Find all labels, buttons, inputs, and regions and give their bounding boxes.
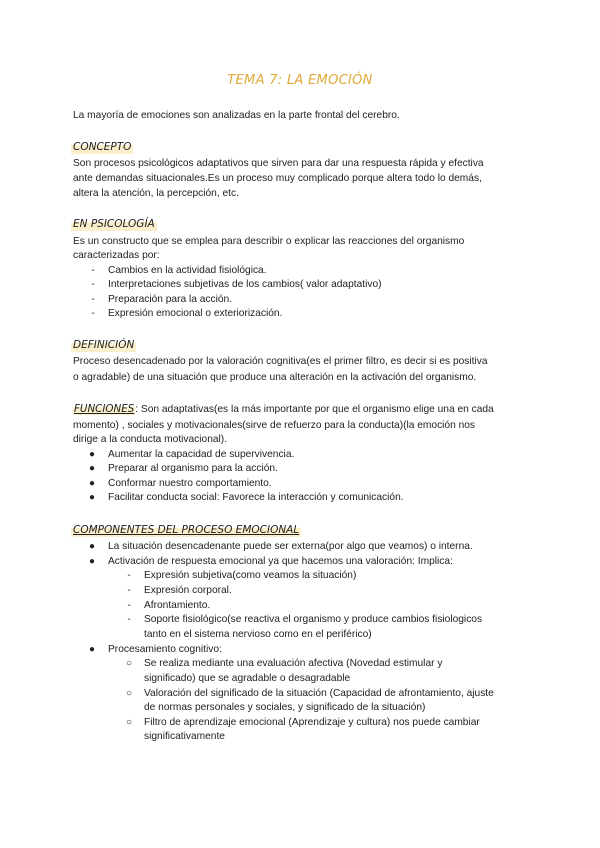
funciones-line: dirige a la conducta motivacional). xyxy=(73,434,228,445)
componentes-item: Procesamiento cognitivo: xyxy=(108,644,222,655)
circle-marker: ○ xyxy=(125,717,133,728)
bullet-marker: ● xyxy=(88,556,96,567)
componentes-subitem-cont: tanto en el sistema nervioso como en el periférico) xyxy=(144,629,372,640)
psicologia-item: Interpretaciones subjetivas de los cambios( valor adaptativo) xyxy=(108,279,382,290)
psicologia-line: caracterizadas por: xyxy=(73,250,160,261)
psicologia-heading: EN PSICOLOGÍA xyxy=(73,218,155,230)
definicion-line: Proceso desencadenado por la valoración cognitiva(es el primer filtro, es decir si es positiva xyxy=(73,356,488,367)
definicion-heading: DEFINICIÓN xyxy=(73,339,135,351)
funciones-item: Aumentar la capacidad de supervivencia. xyxy=(108,449,295,460)
componentes-heading: COMPONENTES DEL PROCESO EMOCIONAL xyxy=(73,524,300,536)
dash-marker: - xyxy=(91,265,95,276)
componentes-circle-item: Se realiza mediante una evaluación afectiva (Novedad estimular y xyxy=(144,658,443,669)
concepto-heading: CONCEPTO xyxy=(73,141,132,153)
definicion-line: o agradable) de una situación que produce una alteración en la activación del organismo. xyxy=(73,372,477,383)
funciones-line xyxy=(73,402,533,418)
dash-marker: - xyxy=(91,308,95,319)
intro-text: La mayoría de emociones son analizadas en la parte frontal del cerebro. xyxy=(73,110,400,121)
psicologia-item: Preparación para la acción. xyxy=(108,294,233,305)
dash-marker: - xyxy=(91,294,95,305)
page-title: TEMA 7: LA EMOCIÓN xyxy=(227,73,373,88)
componentes-circle-item: Valoración del significado de la situación (Capacidad de afrontamiento, ajuste xyxy=(144,688,494,699)
bullet-marker: ● xyxy=(88,449,96,460)
concepto-line: altera la atención, la percepción, etc. xyxy=(73,188,239,199)
componentes-subitem: Soporte fisiológico(se reactiva el organismo y produce cambios fisiologicos xyxy=(144,614,483,625)
bullet-marker: ● xyxy=(88,463,96,474)
componentes-circle-item-cont: significado) que se agradable o desagradable xyxy=(144,673,351,684)
componentes-item: La situación desencadenante puede ser externa(por algo que veamos) o interna. xyxy=(108,541,473,552)
componentes-item: Activación de respuesta emocional ya que hacemos una valoración: Implica: xyxy=(108,556,453,567)
dash-marker: - xyxy=(91,279,95,290)
dash-marker: - xyxy=(127,600,131,611)
concepto-line: ante demandas situacionales.Es un proceso muy complicado porque altera todo lo demás, xyxy=(73,173,482,184)
funciones-text: : Son adaptativas(es la más importante por que el organismo elige una en cada xyxy=(135,404,494,415)
componentes-circle-item: Filtro de aprendizaje emocional (Aprendizaje y cultura) nos puede cambiar xyxy=(144,717,480,728)
componentes-subitem: Expresión subjetiva(como veamos la situación) xyxy=(144,570,357,581)
componentes-circle-item-cont: de normas personales y sociales, y significado de la situación) xyxy=(144,702,426,713)
psicologia-item: Cambios en la actividad fisiológica. xyxy=(108,265,267,276)
funciones-item: Preparar al organismo para la acción. xyxy=(108,463,278,474)
bullet-marker: ● xyxy=(88,541,96,552)
circle-marker: ○ xyxy=(125,658,133,669)
concepto-line: Son procesos psicológicos adaptativos que sirven para dar una respuesta rápida y efectiva xyxy=(73,158,484,169)
componentes-subitem: Afrontamiento. xyxy=(144,600,211,611)
psicologia-line: Es un constructo que se emplea para describir o explicar las reacciones del organismo xyxy=(73,236,465,247)
componentes-subitem: Expresión corporal. xyxy=(144,585,232,596)
psicologia-item: Expresión emocional o exteriorización. xyxy=(108,308,283,319)
bullet-marker: ● xyxy=(88,478,96,489)
funciones-item: Conformar nuestro comportamiento. xyxy=(108,478,272,489)
bullet-marker: ● xyxy=(88,492,96,503)
funciones-item: Facilitar conducta social: Favorece la interacción y comunicación. xyxy=(108,492,404,503)
dash-marker: - xyxy=(127,614,131,625)
dash-marker: - xyxy=(127,570,131,581)
dash-marker: - xyxy=(127,585,131,596)
funciones-heading: FUNCIONES xyxy=(74,403,135,415)
circle-marker: ○ xyxy=(125,688,133,699)
funciones-line: momento) , sociales y motivacionales(sirve de refuerzo para la conducta)(la emoción nos xyxy=(73,420,476,431)
bullet-marker: ● xyxy=(88,644,96,655)
componentes-circle-item-cont: significativamente xyxy=(144,731,225,742)
